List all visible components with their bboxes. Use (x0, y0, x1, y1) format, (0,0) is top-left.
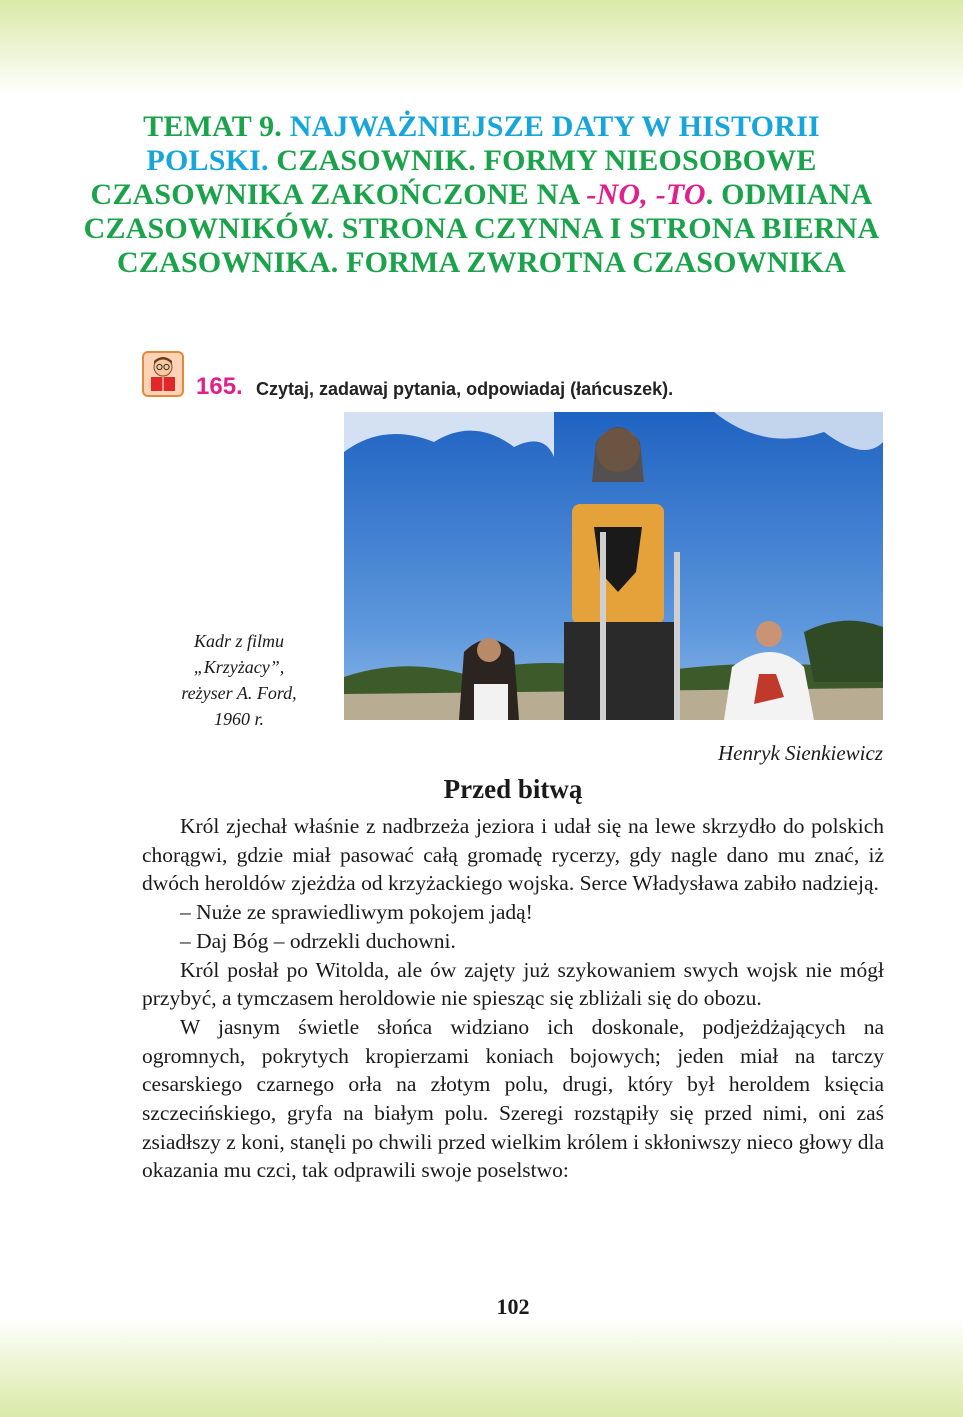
lesson-title (80, 110, 883, 280)
story-paragraph: – Nuże ze sprawiedliwym pokojem jadą! (180, 900, 533, 925)
story-paragraph: – Daj Bóg – odrzekli duchowni. (180, 928, 456, 953)
title-dot: . (705, 178, 714, 211)
photo-caption (150, 628, 328, 732)
story-title: Przed bitwą (443, 774, 583, 804)
story-text (142, 812, 884, 1185)
title-green-part-1: CZASOWNIK. FORMY NIEOSOBOWE CZASOWNIKA ZAKOŃCZONE NA (90, 144, 817, 211)
exercise-instruction: Czytaj, zadawaj pytania, odpowiadaj (łańcuszek). (256, 379, 674, 399)
caption-line: 1960 r. (213, 709, 264, 729)
title-prefix: TEMAT 9. (143, 110, 282, 143)
title-green-part-2: ODMIANA CZASOWNIKÓW. STRONA CZYNNA I STRONA BIERNA CZASOWNIKA. FORMA ZWROTNA CZASOWNIKA (83, 178, 880, 279)
story-paragraph: W jasnym świetle słońca widziano ich doskonale, podjeżdżających na ogromnych, pokrytych kropierzami koniach bojowych; jeden miał na tarczy cesarskiego czarnego orła na złotym polu, drugi, który był heroldem księcia szczecińskiego, gryfa na białym polu. Szeregi rozstąpiły się przed nimi, oni zaś zsiadłszy z koni, stanęli po chwili przed wielkim królem i skłoniwszy nieco głowy dla okazania mu czci, tak odprawili swoje poselstwo: (142, 1014, 884, 1183)
story-author: Henryk Sienkiewicz (717, 741, 883, 765)
film-still-illustration (344, 412, 883, 720)
bottom-decorative-band (0, 1317, 963, 1417)
story-paragraph: Król posłał po Witolda, ale ów zajęty już szykowaniem swych wojsk nie mógł przybyć, a tymczasem heroldowie nie spiesząc się zbliżali się do obozu. (142, 957, 884, 1011)
page-number: 102 (496, 1294, 530, 1319)
story-paragraph: Król zjechał właśnie z nadbrzeża jeziora i udał się na lewe skrzydło do polskich chorągwi, gdzie miał pasować całą gromadę rycerzy, gdy nagle dano mu znać, iż dwóch heroldów zjeżdża od krzyżackiego wojska. Serce Władysława zabiło nadzieją. (142, 814, 884, 896)
exercise-number: 165. (196, 373, 243, 400)
title-suffix-part: -NO, -TO (586, 178, 706, 211)
title-blue-part: NAJWAŻNIEJSZE DATY W HISTORII POLSKI. (146, 110, 820, 177)
caption-line: Kadr z filmu (193, 631, 285, 651)
film-still-photo (344, 412, 883, 720)
caption-line: reżyser A. Ford, (181, 683, 297, 703)
caption-line: „Krzyżacy”, (193, 657, 285, 677)
top-decorative-band (0, 0, 963, 95)
reading-child-icon (142, 351, 184, 397)
